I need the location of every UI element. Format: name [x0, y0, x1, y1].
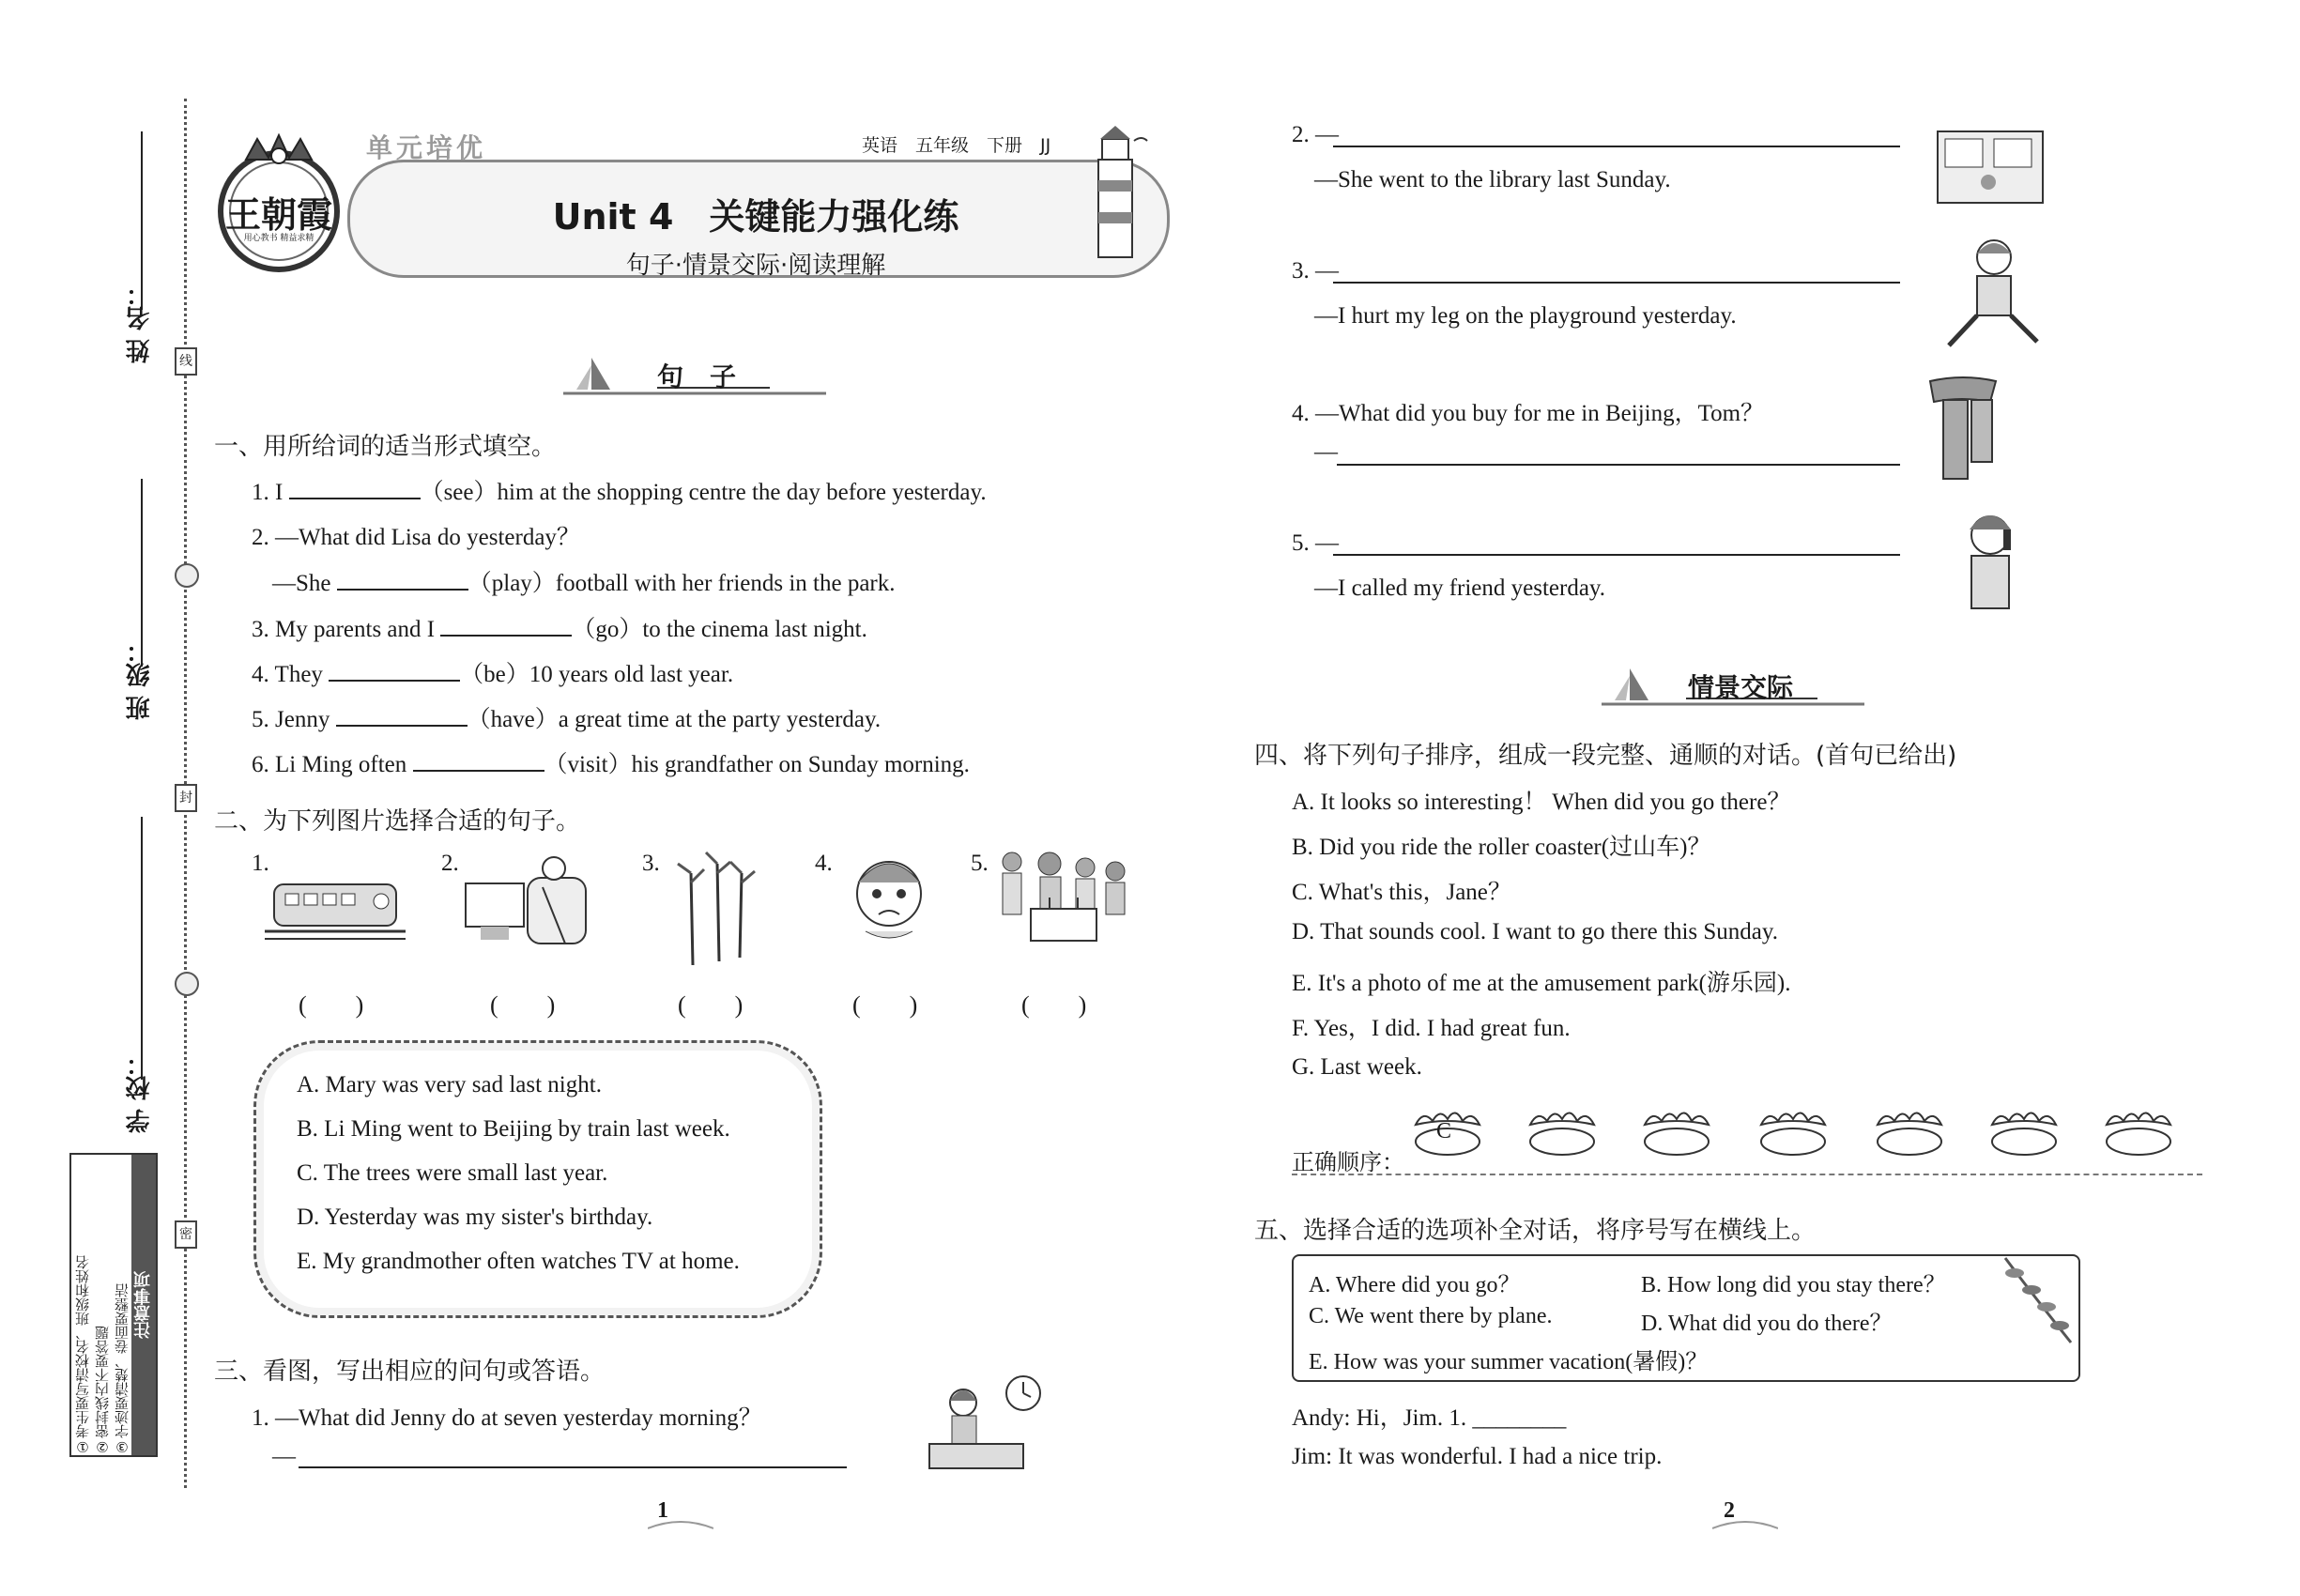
- logo: [208, 131, 349, 272]
- name-label: 姓 名：: [126, 282, 154, 364]
- page-ornament: [648, 1521, 713, 1534]
- q3-item-4-q: 4. —What did you buy for me in Beijing，Tom？: [1292, 401, 1765, 426]
- boy-hurt-leg-picture: [1940, 237, 2043, 359]
- trees-picture: [663, 845, 766, 967]
- answer-blank[interactable]: [329, 680, 460, 682]
- section-dialog: 情景交际: [1688, 672, 1794, 703]
- q2-option-d: D. Yesterday was my sister's birthday.: [297, 1205, 653, 1230]
- q5-line-1: Andy: Hi，Jim. 1. ________: [1292, 1405, 1567, 1431]
- answer-line[interactable]: [299, 1466, 847, 1468]
- answer-blank[interactable]: [289, 498, 421, 499]
- q3-item-3-a: —I hurt my leg on the playground yesterday.: [1314, 303, 1737, 329]
- subject-info: 英语 五年级 下册 JJ: [862, 135, 1051, 156]
- seal-char-seal: 封: [175, 784, 197, 812]
- q1-item-2-answer: —She （play）football with her friends in the park.: [272, 571, 896, 596]
- series-label: 单元培优: [366, 132, 487, 163]
- answer-line[interactable]: [1333, 282, 1900, 284]
- q1-item-2: 2. —What did Lisa do yesterday？: [252, 525, 580, 550]
- q2-number-5: 5.: [971, 851, 989, 876]
- answer-paren-4[interactable]: ( ): [852, 991, 918, 1019]
- q3-item-2-a: —She went to the library last Sunday.: [1314, 167, 1671, 192]
- q4-order-label: 正确顺序：: [1292, 1149, 1404, 1175]
- note-2: ②密封线内不要答题: [94, 1326, 111, 1455]
- q5-option-b: B. How long did you stay there？: [1641, 1273, 1946, 1297]
- class-label: 班 级：: [126, 638, 154, 721]
- answer-blank[interactable]: [336, 725, 468, 727]
- shell-slot-7[interactable]: [2103, 1106, 2174, 1159]
- library-picture: [1934, 122, 2047, 207]
- q4-title: 四、将下列句子排序，组成一段完整、通顺的对话。(首句已给出): [1254, 742, 1957, 770]
- q1-item-4: 4. They （be）10 years old last year.: [252, 662, 734, 687]
- q1-item-5: 5. Jenny （have）a great time at the party yesterday.: [252, 707, 882, 732]
- page-number-2: 2: [1724, 1498, 1735, 1523]
- birthday-picture: [993, 843, 1134, 946]
- answer-paren-2[interactable]: ( ): [490, 991, 556, 1019]
- shell-slot-2[interactable]: [1526, 1106, 1598, 1159]
- note-1: ①考生要写清校名、班级和姓名: [74, 1255, 91, 1455]
- school-label: 学 校：: [126, 1051, 154, 1134]
- note-3: ③字迹要清楚、卷面要整洁: [114, 1283, 130, 1455]
- notes-box: [69, 1153, 158, 1457]
- sad-girl-picture: [837, 845, 941, 948]
- q5-title: 五、选择合适的选项补全对话，将序号写在横线上。: [1254, 1217, 1817, 1245]
- q3-item-3-q: 3. —: [1292, 258, 1339, 284]
- shell-slot-5[interactable]: [1874, 1106, 1945, 1159]
- logo-subtext: 用心教书 精益求精: [243, 234, 314, 243]
- q5-line-2: Jim: It was wonderful. I had a nice trip.: [1292, 1444, 1663, 1469]
- q2-number-2: 2.: [441, 851, 459, 876]
- binding-hole: [175, 972, 199, 996]
- q1-title: 一、用所给词的适当形式填空。: [214, 433, 557, 461]
- q5-option-e: E. How was your summer vacation(暑假)？: [1309, 1350, 1709, 1374]
- q2-number-1: 1.: [252, 851, 269, 876]
- q5-option-a: A. Where did you go？: [1309, 1273, 1521, 1297]
- answer-blank[interactable]: [440, 635, 572, 637]
- section-sentences: 句 子: [657, 361, 737, 392]
- q4-item-d: D. That sounds cool. I want to go there this Sunday.: [1292, 919, 1778, 944]
- shell-slot-4[interactable]: [1757, 1106, 1829, 1159]
- q2-number-3: 3.: [642, 851, 660, 876]
- q1-item-3: 3. My parents and I （go）to the cinema last night.: [252, 617, 867, 642]
- page-subtitle: 句子·情景交际·阅读理解: [625, 252, 886, 280]
- q2-option-e: E. My grandmother often watches TV at home.: [297, 1249, 740, 1274]
- answer-paren-1[interactable]: ( ): [299, 991, 364, 1019]
- school-line: [141, 817, 143, 1080]
- answer-blank[interactable]: [337, 589, 468, 591]
- q4-item-e: E. It's a photo of me at the amusement park(游乐园).: [1292, 971, 1791, 996]
- leaves-decoration-icon: [1986, 1249, 2080, 1352]
- answer-paren-5[interactable]: ( ): [1021, 991, 1087, 1019]
- q4-item-a: A. It looks so interesting！ When did you go there？: [1292, 790, 1791, 815]
- q3-item-2-q: 2. —: [1292, 122, 1339, 147]
- answer-blank[interactable]: [413, 770, 544, 772]
- girl-phone-picture: [1943, 507, 2037, 629]
- q2-title: 二、为下列图片选择合适的句子。: [214, 807, 581, 836]
- q4-item-b: B. Did you ride the roller coaster(过山车)？: [1292, 835, 1711, 860]
- q3-title: 三、看图，写出相应的问句或答语。: [214, 1358, 606, 1386]
- q4-item-c: C. What's this，Jane？: [1292, 880, 1511, 905]
- q3-item-4-a: —: [1314, 439, 1338, 465]
- q2-option-b: B. Li Ming went to Beijing by train last week.: [297, 1116, 730, 1142]
- q2-option-c: C. The trees were small last year.: [297, 1160, 608, 1186]
- q1-item-1: 1. I （see）him at the shopping centre the day before yesterday.: [252, 480, 987, 505]
- train-picture: [265, 864, 406, 948]
- girl-eating-picture: [926, 1373, 1048, 1476]
- q3-item-1-dash: —: [272, 1444, 296, 1469]
- q5-option-c: C. We went there by plane.: [1309, 1304, 1553, 1328]
- seal-char-secret: 密: [175, 1220, 197, 1249]
- q2-number-4: 4.: [815, 851, 833, 876]
- page-number-1: 1: [657, 1498, 668, 1523]
- q4-item-g: G. Last week.: [1292, 1054, 1422, 1080]
- scarf-picture: [1921, 372, 2005, 484]
- q3-item-1: 1. —What did Jenny do at seven yesterday morning？: [252, 1405, 762, 1431]
- shell-slot-3[interactable]: [1641, 1106, 1712, 1159]
- page-ornament: [1712, 1521, 1778, 1534]
- answer-line[interactable]: [1337, 464, 1900, 466]
- q3-item-5-q: 5. —: [1292, 530, 1339, 556]
- order-baseline: [1292, 1174, 2202, 1175]
- q2-option-a: A. Mary was very sad last night.: [297, 1072, 602, 1097]
- lighthouse-icon: [1078, 122, 1153, 263]
- logo-text: 王朝霞: [224, 193, 332, 236]
- grandma-tv-picture: [462, 850, 593, 953]
- answer-line[interactable]: [1333, 146, 1900, 147]
- answer-paren-3[interactable]: ( ): [678, 991, 744, 1019]
- seal-char-line: 线: [175, 347, 197, 376]
- q1-item-6: 6. Li Ming often （visit）his grandfather on Sunday morning.: [252, 752, 970, 777]
- notes-title: 注意事项: [131, 1155, 156, 1455]
- q3-item-5-a: —I called my friend yesterday.: [1314, 575, 1606, 601]
- q5-option-d: D. What did you do there？: [1641, 1312, 1893, 1336]
- answer-line[interactable]: [1333, 554, 1900, 556]
- q4-order-first: C: [1436, 1119, 1452, 1143]
- binding-hole: [175, 563, 199, 588]
- page-title: Unit 4 关键能力强化练: [552, 196, 959, 238]
- shell-slot-6[interactable]: [1988, 1106, 2060, 1159]
- q4-item-f: F. Yes，I did. I had great fun.: [1292, 1016, 1571, 1041]
